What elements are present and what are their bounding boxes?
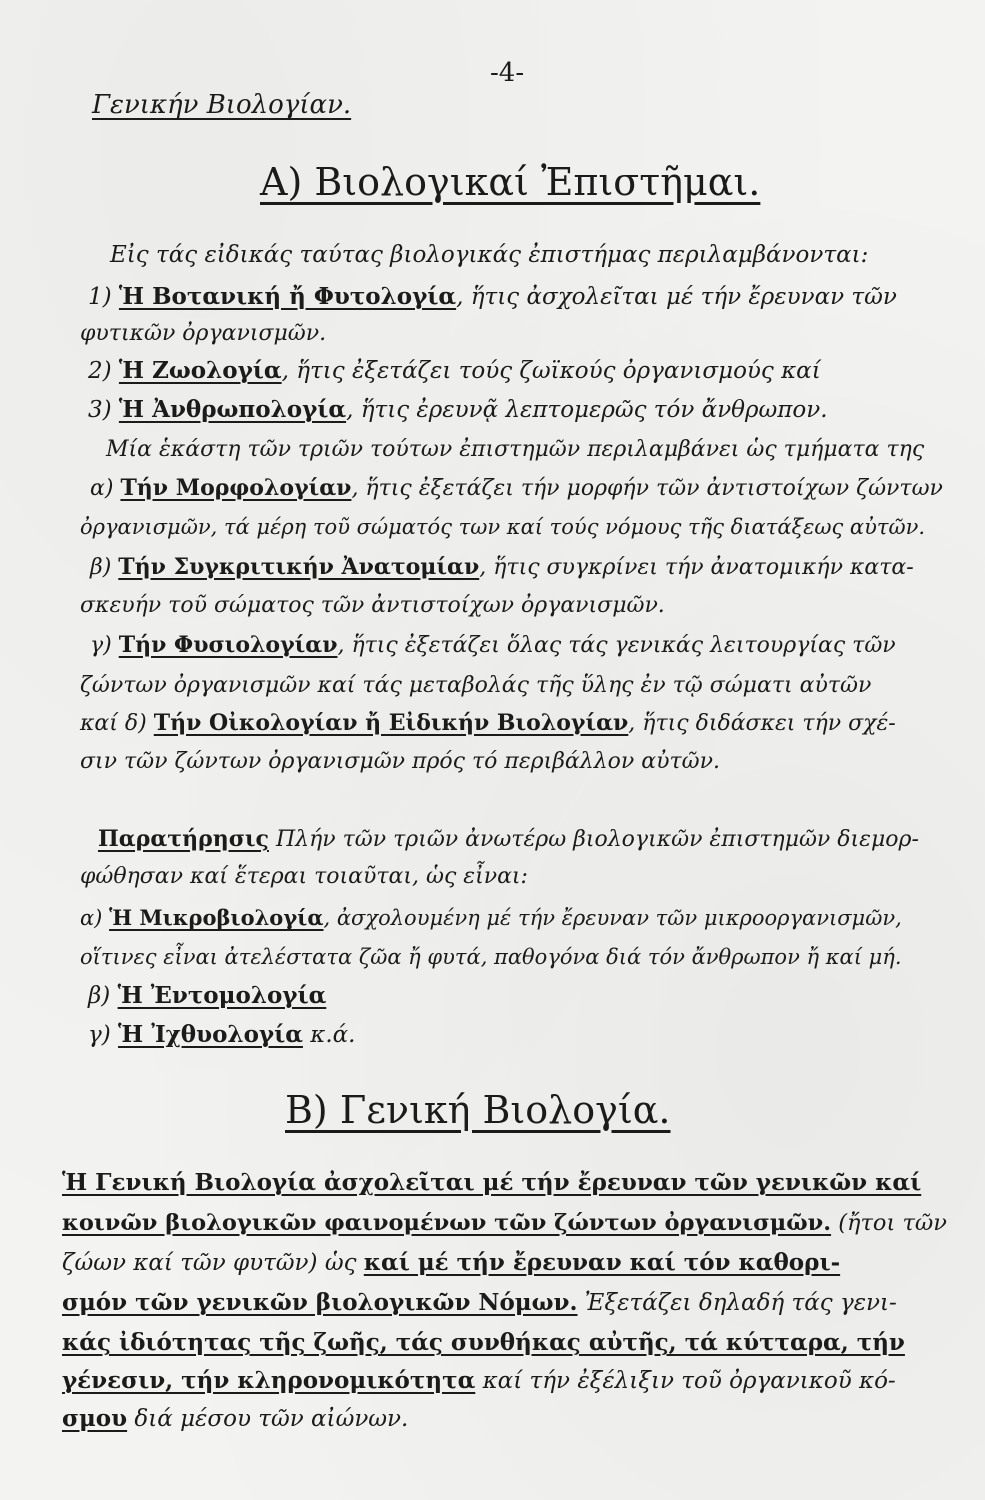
underlined-term: Τήν Μορφολογίαν	[120, 475, 352, 501]
underlined-term: Ἡ Ἰχθυολογία	[118, 1021, 303, 1048]
text-line	[80, 746, 720, 777]
text-line	[90, 630, 896, 661]
underlined-term: κάς ἰδιότητας τῆς ζωῆς, τάς συνθήκας αὐτῆς, τά κύτταρα, τήν	[62, 1329, 905, 1356]
line-text: ὀργανισμῶν, τά μέρη τοῦ σώματός των καί τούς νόμους τῆς διατάξεως αὐτῶν.	[80, 515, 926, 539]
line-text: καί τήν ἐξέλιξιν τοῦ ὀργανικοῦ κό-	[475, 1368, 896, 1394]
line-text: β)	[88, 983, 118, 1009]
line-text: οἵτινες εἶναι ἀτελέστατα ζῶα ἤ φυτά, παθογόνα διά τόν ἄνθρωπον ἤ καί μή.	[80, 945, 902, 969]
text-line	[80, 512, 925, 542]
text-line	[80, 670, 871, 701]
section-a-title: Α) Βιολογικαί Ἐπιστῆμαι.	[260, 160, 761, 204]
underlined-term: Ἡ Βοτανική ἤ Φυτολογία	[118, 283, 457, 310]
line-text: , ἥτις συγκρίνει τήν ἀνατομικήν κατα-	[479, 555, 914, 580]
line-text: διά μέσου τῶν αἰώνων.	[127, 1406, 409, 1432]
text-line	[90, 473, 943, 504]
line-text: ζώων καί τῶν φυτῶν) ὡς	[62, 1250, 364, 1276]
line-text: Ἐξετάζει δηλαδή τάς γενι-	[577, 1290, 897, 1316]
line-text: 1)	[88, 284, 119, 310]
line-text: , ἥτις ἀσχολεῖται μέ τήν ἔρευναν τῶν	[456, 284, 897, 310]
line-text: , ἥτις διδάσκει τήν σχέ-	[628, 711, 896, 736]
text-line	[80, 708, 896, 739]
line-text: γ)	[90, 633, 119, 658]
text-line	[62, 1404, 408, 1434]
line-text: , ἥτις ἐξετάζει τούς ζωϊκούς ὀργανισμούς καί	[281, 358, 821, 384]
line-text: Μία ἑκάστη τῶν τριῶν τούτων ἐπιστημῶν περιλαμβάνει ὡς τμήματα της	[106, 437, 925, 462]
line-text: , ἀσχολουμένη μέ τήν ἔρευναν τῶν μικροοργανισμῶν,	[323, 906, 902, 930]
text-line	[62, 1366, 896, 1396]
underlined-term: Τήν Φυσιολογίαν	[118, 632, 338, 658]
line-text: κ.ά.	[302, 1022, 356, 1048]
underlined-term: Ἡ Ἐντομολογία	[117, 982, 327, 1009]
underlined-term: καί μέ τήν ἔρευναν καί τόν καθορι-	[363, 1249, 841, 1276]
underlined-term: Ἡ Μικροβιολογία	[109, 905, 324, 930]
section-b-title: Β) Γενική Βιολογία.	[285, 1088, 671, 1132]
underlined-term: Παρατήρησις	[98, 826, 269, 852]
text-line	[80, 903, 902, 933]
text-line	[110, 240, 868, 270]
text-line	[80, 318, 326, 349]
text-line	[62, 1168, 921, 1198]
line-text: γ)	[88, 1022, 119, 1048]
line-text: , ἥτις ἐξετάζει ὅλας τάς γενικάς λειτουργίας τῶν	[337, 633, 896, 658]
text-line	[62, 1208, 947, 1238]
text-line	[106, 434, 924, 465]
text-line	[62, 1328, 905, 1358]
text-line	[98, 824, 919, 855]
text-line	[80, 861, 528, 892]
line-text: 2)	[88, 358, 119, 384]
line-text: καί δ)	[80, 711, 154, 736]
text-line	[88, 356, 821, 386]
text-line	[90, 552, 914, 583]
underlined-term: σμόν τῶν γενικῶν βιολογικῶν Νόμων.	[62, 1289, 578, 1316]
text-line	[80, 942, 902, 972]
line-text: ζώντων ὀργανισμῶν καί τάς μεταβολάς τῆς ὕλης ἐν τῷ σώματι αὐτῶν	[80, 673, 872, 698]
line-text: (ἤτοι τῶν	[831, 1210, 947, 1236]
line-text: Πλήν τῶν τριῶν ἀνωτέρω βιολογικῶν ἐπιστημῶν διεμορ-	[268, 827, 919, 852]
page-header: Γενικήν Βιολογίαν.	[92, 90, 352, 120]
line-text: σιν τῶν ζώντων ὀργανισμῶν πρός τό περιβάλλον αὐτῶν.	[80, 749, 720, 774]
line-text: α)	[80, 906, 110, 930]
line-text: φώθησαν καί ἕτεραι τοιαῦται, ὡς εἶναι:	[80, 864, 528, 889]
underlined-term: Ἡ Ἀνθρωπολογία	[118, 396, 347, 423]
underlined-term: Ἡ Ζωολογία	[118, 357, 282, 384]
underlined-term: Τήν Συγκριτικήν Ἀνατομίαν	[118, 554, 480, 580]
text-line	[80, 590, 665, 621]
underlined-term: Τήν Οἰκολογίαν ἤ Εἰδικήν Βιολογίαν	[153, 710, 629, 736]
underlined-term: κοινῶν βιολογικῶν φαινομένων τῶν ζώντων ὀργανισμῶν.	[62, 1210, 832, 1236]
line-text: 3)	[88, 397, 119, 423]
line-text: , ἥτις ἐξετάζει τήν μορφήν τῶν ἀντιστοίχων ζώντων	[351, 476, 943, 501]
page-number: -4-	[490, 58, 525, 88]
line-text: β)	[90, 555, 119, 580]
underlined-term: σμου	[62, 1405, 128, 1432]
text-line	[88, 282, 897, 312]
line-text: Εἰς τάς εἰδικάς ταύτας βιολογικάς ἐπιστήμας περιλαμβάνονται:	[110, 242, 869, 268]
line-text: , ἥτις ἐρευνᾷ λεπτομερῶς τόν ἄνθρωπον.	[346, 397, 828, 423]
text-line	[62, 1288, 897, 1318]
underlined-term: γένεσιν, τήν κληρονομικότητα	[62, 1367, 476, 1394]
text-line	[88, 395, 828, 425]
text-line	[88, 981, 326, 1011]
text-line	[88, 1020, 355, 1050]
underlined-term: Ἡ Γενική Βιολογία ἀσχολεῖται μέ τήν ἔρευναν τῶν γενικῶν καί	[62, 1169, 922, 1196]
line-text: σκευήν τοῦ σώματος τῶν ἀντιστοίχων ὀργανισμῶν.	[80, 593, 665, 618]
line-text: φυτικῶν ὀργανισμῶν.	[80, 321, 327, 346]
line-text: α)	[90, 476, 121, 501]
text-line	[62, 1248, 840, 1278]
